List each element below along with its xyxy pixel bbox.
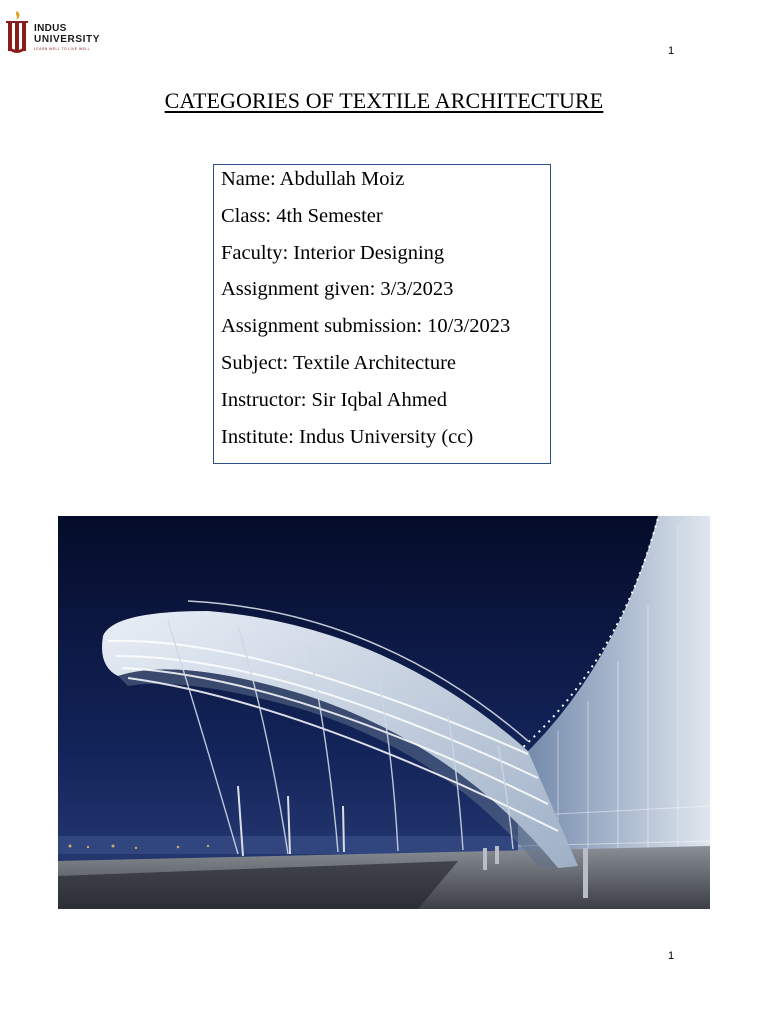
university-emblem-icon	[6, 9, 32, 53]
logo-tagline: LEARN WELL TO LIVE WELL	[34, 47, 91, 51]
info-name: Name: Abdullah Moiz	[221, 168, 405, 190]
info-class: Class: 4th Semester	[221, 204, 383, 227]
info-subject: Subject: Textile Architecture	[221, 351, 456, 374]
info-faculty: Faculty: Interior Designing	[221, 241, 445, 264]
logo-wordmark-line1: INDUS	[34, 23, 67, 34]
university-logo	[6, 9, 122, 53]
page-number-bottom: 1	[668, 950, 675, 962]
info-institute: Institute: Indus University (cc)	[221, 425, 474, 448]
document-title: CATEGORIES OF TEXTILE ARCHITECTURE	[164, 88, 604, 113]
canopy-photo	[58, 516, 710, 909]
canopy-illustration	[58, 516, 710, 909]
info-instructor: Instructor: Sir Iqbal Ahmed	[221, 388, 448, 411]
info-assignment-submission: Assignment submission: 10/3/2023	[221, 315, 511, 338]
logo-wordmark-line2: UNIVERSITY	[34, 34, 101, 45]
page-number-top: 1	[668, 45, 675, 57]
student-info-box	[213, 164, 551, 464]
info-assignment-given: Assignment given: 3/3/2023	[221, 278, 454, 301]
